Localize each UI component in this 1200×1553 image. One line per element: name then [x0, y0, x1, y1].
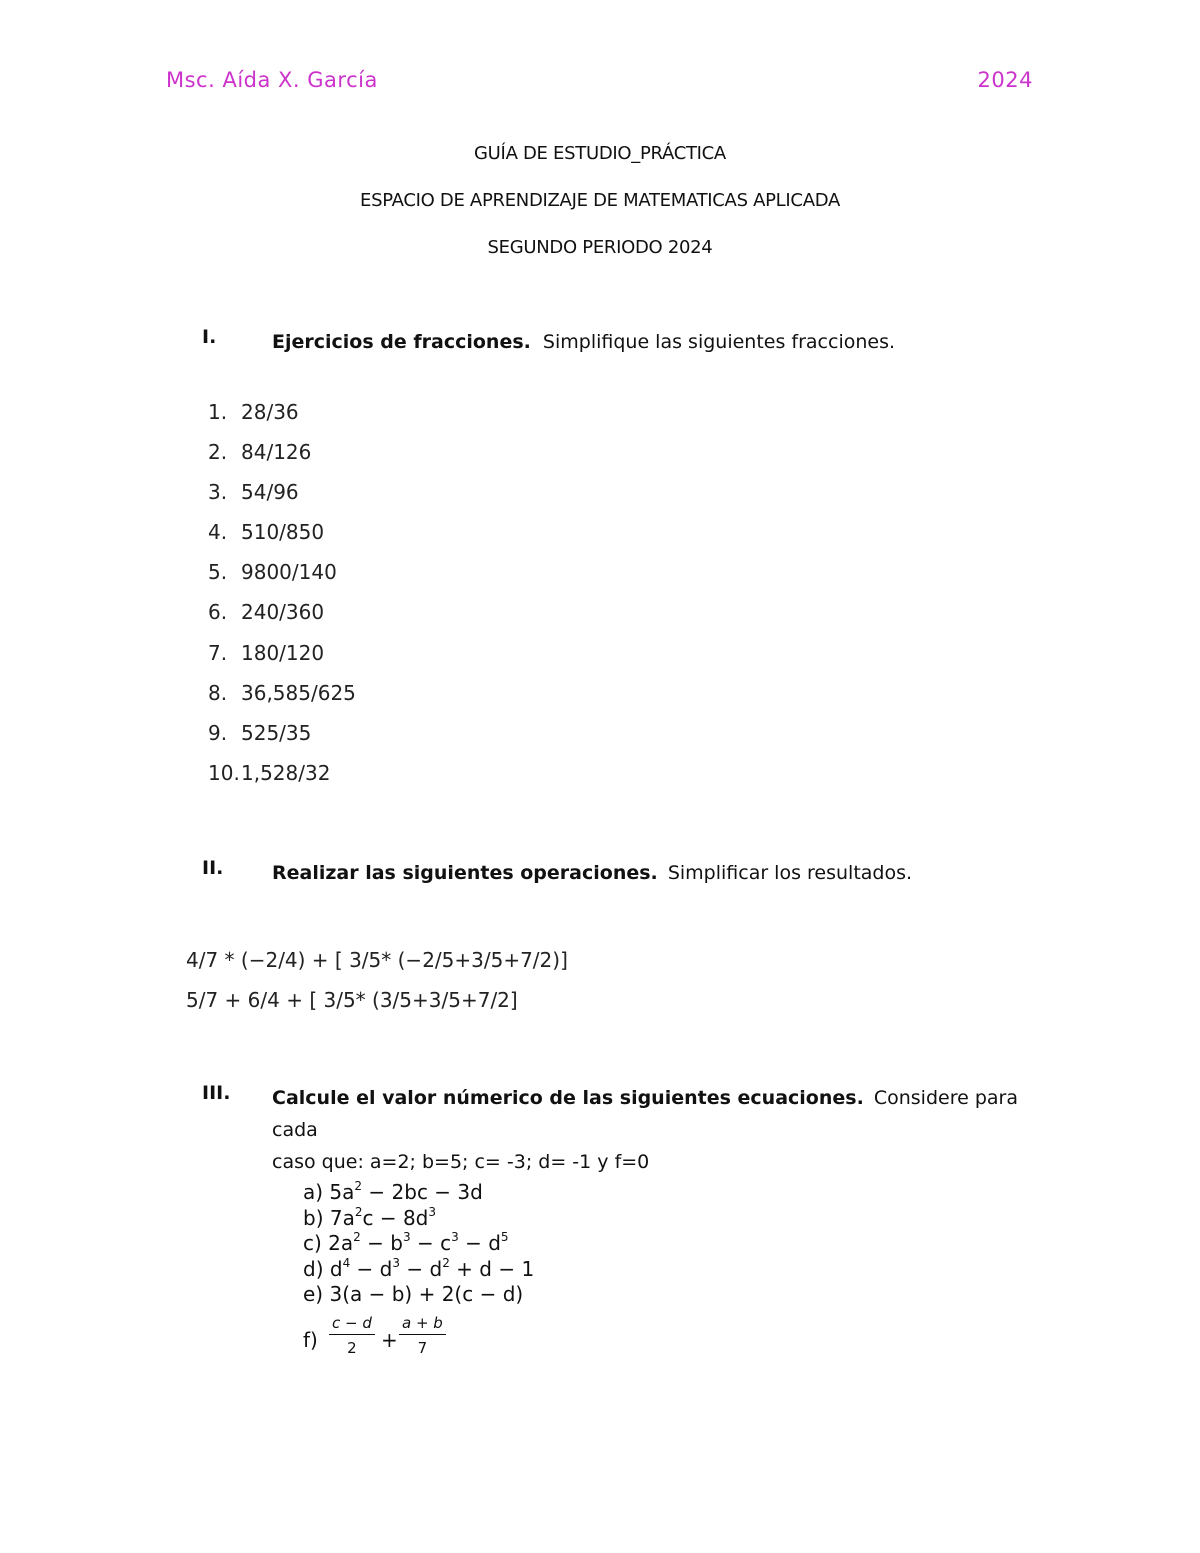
list-item	[178, 753, 378, 793]
item-value: 84/126	[241, 440, 312, 465]
equation-b: b) $7a^2c - 8d^3$	[303, 1204, 437, 1230]
section-2-instruction: Simplificar los resultados.	[667, 862, 913, 884]
plus-sign: +	[381, 1327, 398, 1352]
section-1-heading: Ejercicios de fracciones.	[272, 331, 531, 353]
fraction-1	[329, 1312, 375, 1361]
fraction-2	[399, 1312, 446, 1361]
equation-a: a) $5a^2 - 2bc - 3d$	[303, 1179, 483, 1204]
eq-label: b)	[303, 1205, 324, 1230]
item-value: 9800/140	[241, 560, 337, 585]
section-2	[202, 857, 1022, 889]
eq-label: a)	[303, 1180, 324, 1204]
item-number: 9.	[208, 720, 228, 745]
item-number: 2.	[208, 440, 228, 465]
operation-2: 5/7 + 6/4 + [ 3/5* (3/5+3/5+7/2]	[186, 988, 518, 1012]
fraction-2-denominator: 7	[417, 1338, 428, 1357]
title-line-1: GUÍA DE ESTUDIO_PRÁCTICA	[474, 143, 726, 164]
list-item	[178, 592, 378, 632]
eq-label: e)	[303, 1282, 324, 1306]
item-number: 3.	[208, 480, 228, 505]
item-value: 36,585/625	[241, 680, 356, 705]
item-value: 28/36	[241, 400, 299, 424]
item-number: 6.	[208, 600, 228, 625]
equation-f	[303, 1312, 534, 1372]
item-value: 54/96	[241, 480, 299, 505]
title-line-2: ESPACIO DE APRENDIZAJE DE MATEMATICAS APLICADA	[360, 190, 840, 211]
section-3-heading: Calcule el valor númerico de las siguientes ecuaciones.	[272, 1087, 864, 1109]
item-value: 240/360	[241, 600, 325, 625]
item-number: 5.	[208, 560, 228, 585]
item-value: 1,528/32	[241, 760, 331, 785]
item-number: 8.	[208, 680, 228, 705]
section-3-number: III.	[202, 1082, 231, 1104]
item-number: 7.	[208, 640, 228, 665]
eq-label: c)	[303, 1231, 322, 1255]
list-item	[178, 392, 378, 432]
list-item	[178, 552, 378, 592]
fraction-1-numerator: c − d	[329, 1312, 375, 1335]
title-line-3: SEGUNDO PERIODO 2024	[487, 237, 713, 258]
item-value: 510/850	[241, 520, 325, 545]
header-author: Msc. Aída X. García	[166, 68, 378, 92]
section-1-number: I.	[202, 326, 217, 348]
item-number: 4.	[208, 520, 228, 545]
list-item	[178, 432, 378, 472]
equation-c: c) $2a^2 - b^3 - c^3 - d^5$	[303, 1230, 509, 1255]
eq-label: f)	[303, 1327, 318, 1352]
list-item	[178, 472, 378, 512]
equation-e	[303, 1282, 534, 1308]
fraction-list	[178, 392, 378, 793]
equation-d: d) $d^4 - d^3 - d^2 + d - 1$	[303, 1255, 535, 1281]
item-number: 10.	[208, 760, 240, 785]
section-1	[202, 326, 1022, 358]
section-3	[202, 1082, 1022, 1178]
section-2-heading: Realizar las siguientes operaciones.	[272, 862, 658, 884]
eq-e-text: 3(a − b) + 2(c − d)	[329, 1282, 524, 1306]
item-value: 180/120	[241, 640, 325, 665]
operations-list	[186, 940, 568, 1020]
fraction-1-denominator: 2	[347, 1338, 357, 1357]
list-item	[178, 633, 378, 673]
list-item	[178, 713, 378, 753]
equations-list	[303, 1180, 534, 1372]
eq-label: d)	[303, 1256, 324, 1281]
section-3-instruction-2: caso que: a=2; b=5; c= -3; d= -1 y f=0	[272, 1151, 650, 1173]
list-item	[178, 673, 378, 713]
item-number: 1.	[208, 400, 228, 424]
item-value: 525/35	[241, 720, 312, 745]
operation-1: 4/7 * (−2/4) + [ 3/5* (−2/5+3/5+7/2)]	[186, 948, 568, 972]
header-year: 2024	[977, 68, 1033, 92]
section-1-instruction: Simplifique las siguientes fracciones.	[542, 331, 896, 353]
section-2-number: II.	[202, 857, 224, 879]
list-item	[178, 512, 378, 552]
fraction-2-numerator: a + b	[399, 1312, 446, 1335]
section-3-instruction-1: Considere para cada	[272, 1087, 1018, 1141]
